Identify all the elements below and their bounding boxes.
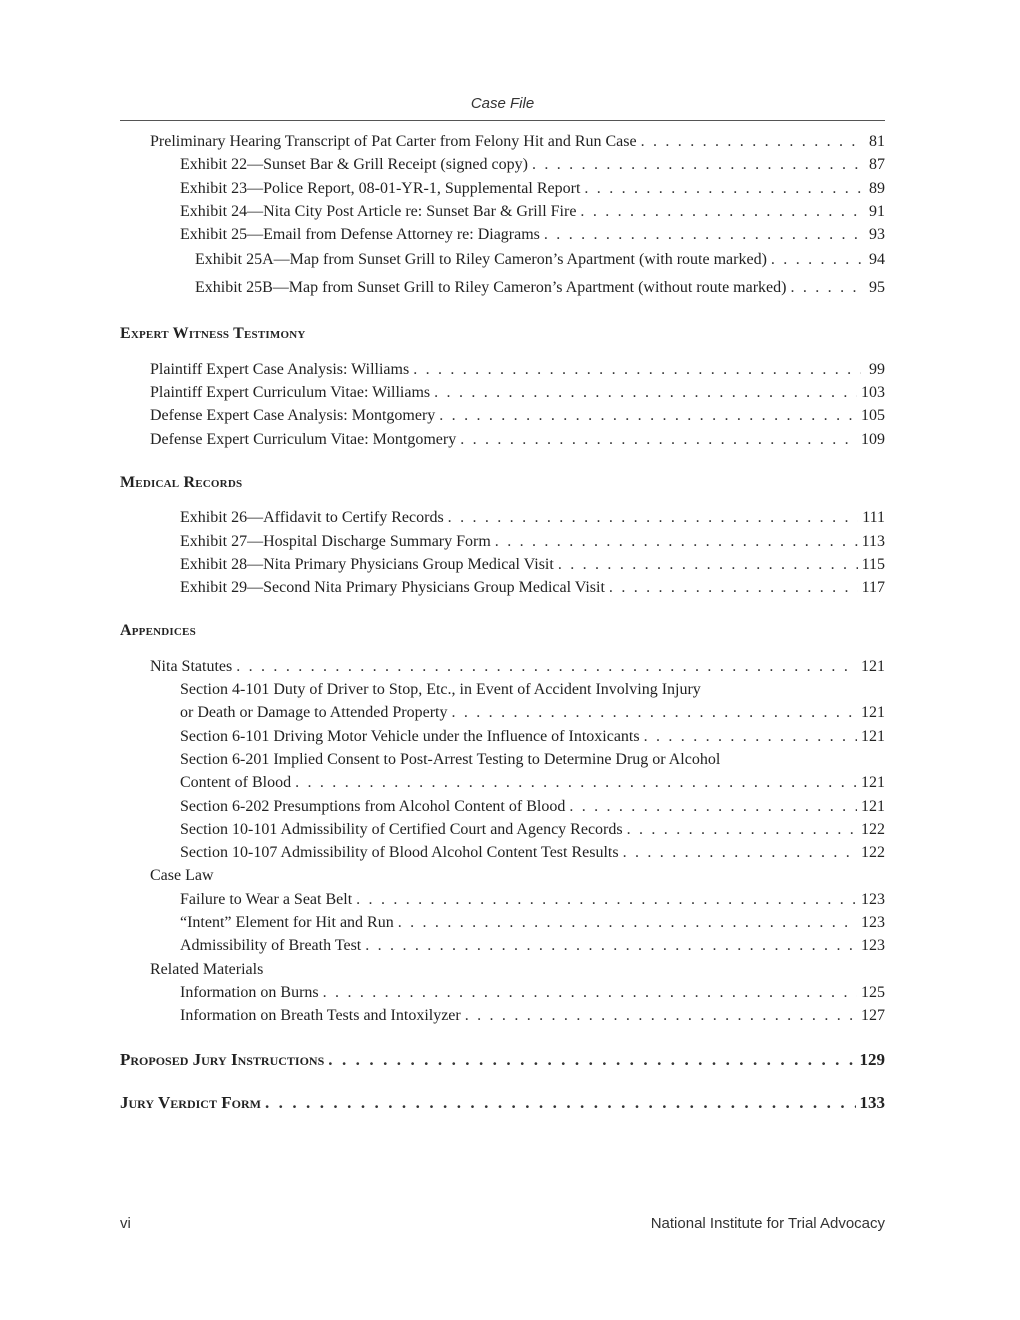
dot-leader	[365, 934, 857, 957]
toc-entry	[120, 911, 885, 934]
entry-page: 93	[869, 226, 885, 244]
dot-leader	[790, 274, 861, 302]
toc-entry	[120, 818, 885, 841]
toc-entry	[120, 725, 885, 748]
dot-leader	[448, 506, 859, 529]
entry-title: Section 10-107 Admissibility of Blood Alcohol Content Test Results	[180, 844, 619, 862]
toc-entry	[120, 153, 885, 176]
entry-page: 125	[861, 983, 885, 1001]
entry-page: 91	[869, 202, 885, 220]
dot-leader	[495, 530, 858, 553]
dot-leader	[265, 1091, 856, 1114]
entry-title: Exhibit 24—Nita City Post Article re: Sunset Bar & Grill Fire	[180, 202, 577, 220]
entry-title: Case Law	[150, 867, 214, 885]
toc-entry	[120, 506, 885, 529]
entry-page: 121	[861, 657, 885, 675]
toc-entry	[120, 981, 885, 1004]
toc-entry	[120, 841, 885, 864]
entry-page: 122	[861, 820, 885, 838]
entry-title: Information on Burns	[180, 983, 319, 1001]
entry-page: 133	[859, 1092, 885, 1112]
dot-leader	[356, 888, 857, 911]
dot-leader	[532, 153, 861, 176]
section-heading-medical: Medical Records	[120, 473, 243, 491]
entry-page: 113	[861, 532, 885, 550]
toc-entry	[120, 888, 885, 911]
dot-leader	[609, 576, 858, 599]
entry-page: 122	[861, 844, 885, 862]
dot-leader	[465, 1004, 857, 1027]
dot-leader	[544, 223, 861, 246]
entry-title: Exhibit 23—Police Report, 08-01-YR-1, Supplemental Report	[180, 179, 581, 197]
entry-title: “Intent” Element for Hit and Run	[180, 914, 394, 932]
toc-subheading	[120, 958, 885, 981]
entry-title: Proposed Jury Instructions	[120, 1049, 325, 1069]
entry-page: 121	[861, 774, 885, 792]
entry-title: Section 6-101 Driving Motor Vehicle under the Influence of Intoxicants	[180, 727, 640, 745]
toc-entry	[120, 1004, 885, 1027]
toc-entry	[120, 381, 885, 404]
entry-title: Exhibit 26—Affidavit to Certify Records	[180, 509, 444, 527]
dot-leader	[323, 981, 857, 1004]
toc-entry-continuation	[120, 701, 885, 724]
toc-entry	[120, 274, 885, 302]
entry-title: Jury Verdict Form	[120, 1092, 261, 1112]
page-number: vi	[120, 1215, 131, 1232]
entry-page: 109	[861, 430, 885, 448]
entry-title: Preliminary Hearing Transcript of Pat Carter from Felony Hit and Run Case	[150, 133, 637, 150]
entry-page: 95	[869, 279, 885, 297]
entry-title: or Death or Damage to Attended Property	[180, 704, 448, 722]
dot-leader	[623, 841, 857, 864]
toc-entry	[120, 530, 885, 553]
entry-page: 123	[861, 914, 885, 932]
section-heading-expert: Expert Witness Testimony	[120, 325, 306, 343]
toc-entry	[120, 200, 885, 223]
entry-title: Exhibit 27—Hospital Discharge Summary Form	[180, 532, 491, 550]
entry-title: Nita Statutes	[150, 657, 233, 675]
entry-page: 129	[859, 1049, 885, 1069]
entry-page: 117	[861, 579, 885, 597]
entry-page: 123	[861, 937, 885, 955]
dot-leader	[236, 655, 857, 678]
toc-entry-jury-instructions	[120, 1048, 885, 1071]
entry-title: Plaintiff Expert Curriculum Vitae: Williams	[150, 384, 431, 402]
dot-leader	[460, 428, 857, 451]
entry-page: 105	[861, 407, 885, 425]
dot-leader	[584, 177, 861, 200]
dot-leader	[451, 701, 857, 724]
entry-title: Admissibility of Breath Test	[180, 937, 362, 955]
toc-entry	[120, 246, 885, 274]
toc-entry	[120, 404, 885, 427]
entry-title: Failure to Wear a Seat Belt	[180, 890, 353, 908]
entry-title: Section 10-101 Admissibility of Certified Court and Agency Records	[180, 820, 623, 838]
dot-leader	[644, 725, 857, 748]
entry-title: Section 6-202 Presumptions from Alcohol Content of Blood	[180, 797, 566, 815]
dot-leader	[398, 911, 857, 934]
entry-title: Exhibit 28—Nita Primary Physicians Group Medical Visit	[180, 555, 554, 573]
toc-entry	[120, 553, 885, 576]
table-of-contents	[120, 130, 885, 1114]
entry-title: Exhibit 25—Email from Defense Attorney re: Diagrams	[180, 226, 540, 244]
entry-title: Defense Expert Curriculum Vitae: Montgomery	[150, 430, 457, 448]
entry-title: Plaintiff Expert Case Analysis: Williams	[150, 360, 410, 378]
entry-page: 115	[861, 555, 885, 573]
dot-leader	[434, 381, 857, 404]
dot-leader	[627, 818, 857, 841]
entry-title: Information on Breath Tests and Intoxilyzer	[180, 1007, 461, 1025]
toc-entry	[120, 678, 885, 701]
dot-leader	[771, 246, 861, 274]
running-header: Case File	[470, 95, 535, 112]
dot-leader	[580, 200, 861, 223]
dot-leader	[328, 1048, 855, 1071]
entry-title: Exhibit 22—Sunset Bar & Grill Receipt (signed copy)	[180, 156, 528, 174]
entry-page: 99	[869, 360, 885, 378]
toc-entry	[120, 428, 885, 451]
toc-subheading	[120, 864, 885, 887]
toc-entry	[120, 655, 885, 678]
entry-title: Exhibit 29—Second Nita Primary Physicians Group Medical Visit	[180, 579, 605, 597]
entry-title: Exhibit 25B—Map from Sunset Grill to Riley Cameron’s Apartment (without route marked)	[195, 279, 787, 297]
dot-leader	[558, 553, 858, 576]
entry-page: 89	[869, 179, 885, 197]
entry-title: Section 6-201 Implied Consent to Post-Arrest Testing to Determine Drug or Alcohol	[180, 750, 721, 768]
toc-entry-verdict-form	[120, 1091, 885, 1114]
entry-page: 121	[861, 727, 885, 745]
toc-entry	[120, 576, 885, 599]
entry-page: 94	[869, 251, 885, 269]
dot-leader	[439, 404, 857, 427]
entry-page: 121	[861, 704, 885, 722]
entry-page: 87	[869, 156, 885, 174]
header-rule	[120, 120, 885, 121]
toc-entry	[120, 748, 885, 771]
dot-leader	[295, 771, 857, 794]
toc-entry	[120, 358, 885, 381]
publisher-name: National Institute for Trial Advocacy	[650, 1215, 885, 1232]
section-heading-appendices: Appendices	[120, 622, 196, 640]
toc-entry-continuation	[120, 771, 885, 794]
toc-entry	[120, 223, 885, 246]
entry-page: 127	[861, 1007, 885, 1025]
entry-title: Section 4-101 Duty of Driver to Stop, Etc., in Event of Accident Involving Injury	[180, 681, 701, 699]
toc-entry	[120, 177, 885, 200]
entry-title: Defense Expert Case Analysis: Montgomery	[150, 407, 436, 425]
entry-page: 81	[869, 133, 885, 150]
toc-entry	[120, 934, 885, 957]
entry-page: 123	[861, 890, 885, 908]
entry-title: Related Materials	[150, 960, 264, 978]
toc-entry	[120, 130, 885, 153]
dot-leader	[641, 130, 861, 153]
entry-page: 111	[862, 509, 885, 527]
toc-entry	[120, 795, 885, 818]
entry-title: Content of Blood	[180, 774, 292, 792]
entry-page: 121	[861, 797, 885, 815]
entry-page: 103	[861, 384, 885, 402]
entry-title: Exhibit 25A—Map from Sunset Grill to Riley Cameron’s Apartment (with route marked)	[195, 251, 767, 269]
dot-leader	[569, 795, 857, 818]
dot-leader	[413, 358, 861, 381]
